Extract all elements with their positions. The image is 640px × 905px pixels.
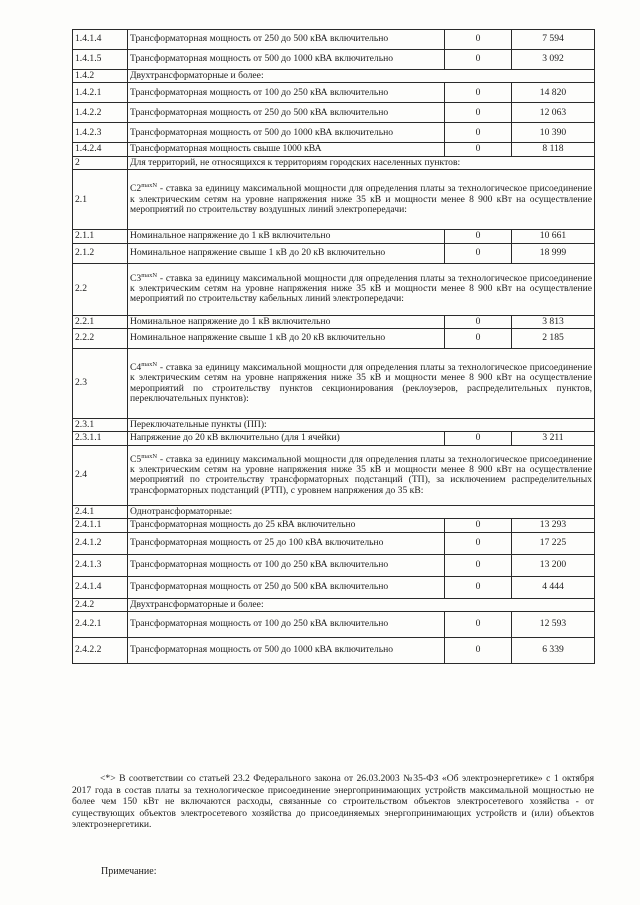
row-number: 2.4.1.3 bbox=[73, 554, 128, 576]
row-description bbox=[128, 170, 595, 230]
table-row bbox=[73, 576, 595, 598]
row-number: 2.4.2 bbox=[73, 598, 128, 611]
row-rate-value: 12 063 bbox=[512, 103, 595, 123]
table-row bbox=[73, 445, 595, 505]
row-rate-value: 2 185 bbox=[512, 329, 595, 349]
table-row bbox=[73, 50, 595, 70]
table-row bbox=[73, 598, 595, 611]
table-row bbox=[73, 349, 595, 419]
table-row bbox=[73, 83, 595, 103]
table-row bbox=[73, 230, 595, 243]
row-description: Трансформаторная мощность от 100 до 250 кВА включительно bbox=[128, 83, 445, 103]
row-number: 1.4.1.5 bbox=[73, 50, 128, 70]
row-number: 1.4.2.2 bbox=[73, 103, 128, 123]
row-description: Трансформаторная мощность свыше 1000 кВА bbox=[128, 143, 445, 156]
row-unit-column: 0 bbox=[445, 315, 512, 328]
table-row bbox=[73, 263, 595, 315]
row-number: 2.1 bbox=[73, 170, 128, 230]
row-description: Трансформаторная мощность от 500 до 1000 кВА включительно bbox=[128, 50, 445, 70]
row-unit-column: 0 bbox=[445, 50, 512, 70]
row-unit-column: 0 bbox=[445, 103, 512, 123]
row-unit-column: 0 bbox=[445, 329, 512, 349]
row-number: 2.3.1.1 bbox=[73, 432, 128, 445]
row-description: Трансформаторная мощность от 25 до 100 кВА включительно bbox=[128, 532, 445, 554]
rate-symbol: C2 bbox=[130, 183, 142, 195]
table-row bbox=[73, 432, 595, 445]
row-number: 1.4.1.4 bbox=[73, 30, 128, 50]
note-label: Примечание: bbox=[101, 866, 157, 877]
row-unit-column: 0 bbox=[445, 638, 512, 664]
table-row bbox=[73, 505, 595, 518]
rate-description-text: - ставка за единицу максимальной мощности для определения платы за технологическое присоединение к электрическим сетям на уровне напряжения ниже 35 кВ и мощности менее 8 900 кВт на осуществление мероприятий по строительству пунктов секционирования (реклоузеров, распределительных пунктов, переключательных пунктов): bbox=[130, 361, 592, 404]
tariff-table-body bbox=[73, 30, 595, 664]
table-row bbox=[73, 638, 595, 664]
row-rate-value: 18 999 bbox=[512, 243, 595, 263]
row-description: Трансформаторная мощность от 100 до 250 кВА включительно bbox=[128, 612, 445, 638]
row-number: 2.4.2.1 bbox=[73, 612, 128, 638]
row-rate-value: 3 813 bbox=[512, 315, 595, 328]
rate-description-text: - ставка за единицу максимальной мощности для определения платы за технологическое присоединение к электрическим сетям на уровне напряжения ниже 35 кВ и мощности менее 8 900 кВт на осуществление мероприятий по строительству трансформаторных подстанций (ТП), за исключением распределительных трансформаторных подстанций (РТП), с уровнем напряжения до 35 кВ: bbox=[130, 453, 592, 496]
row-description: Номинальное напряжение до 1 кВ включительно bbox=[128, 315, 445, 328]
row-number: 2.2 bbox=[73, 263, 128, 315]
row-unit-column: 0 bbox=[445, 83, 512, 103]
row-description: Двухтрансформаторные и более: bbox=[128, 70, 595, 83]
table-row bbox=[73, 30, 595, 50]
rate-symbol-superscript: maxN bbox=[141, 452, 158, 460]
row-unit-column: 0 bbox=[445, 230, 512, 243]
row-number: 1.4.2.1 bbox=[73, 83, 128, 103]
row-description: Напряжение до 20 кВ включительно (для 1 ячейки) bbox=[128, 432, 445, 445]
row-unit-column: 0 bbox=[445, 30, 512, 50]
rate-symbol: C5 bbox=[130, 453, 142, 465]
row-description: Номинальное напряжение свыше 1 кВ до 20 кВ включительно bbox=[128, 329, 445, 349]
row-rate-value: 10 661 bbox=[512, 230, 595, 243]
row-description: Номинальное напряжение до 1 кВ включительно bbox=[128, 230, 445, 243]
row-description: Номинальное напряжение свыше 1 кВ до 20 кВ включительно bbox=[128, 243, 445, 263]
row-unit-column: 0 bbox=[445, 243, 512, 263]
row-description: Трансформаторная мощность от 250 до 500 кВА включительно bbox=[128, 103, 445, 123]
row-description: Трансформаторная мощность до 25 кВА включительно bbox=[128, 519, 445, 532]
row-number: 2.3 bbox=[73, 349, 128, 419]
rate-symbol-superscript: maxN bbox=[141, 271, 158, 279]
row-number: 2.4.2.2 bbox=[73, 638, 128, 664]
row-unit-column: 0 bbox=[445, 432, 512, 445]
row-number: 2.4.1.4 bbox=[73, 576, 128, 598]
table-row bbox=[73, 156, 595, 169]
row-description: Трансформаторная мощность от 100 до 250 кВА включительно bbox=[128, 554, 445, 576]
row-unit-column: 0 bbox=[445, 532, 512, 554]
row-number: 2.4 bbox=[73, 445, 128, 505]
row-unit-column: 0 bbox=[445, 612, 512, 638]
row-rate-value: 8 118 bbox=[512, 143, 595, 156]
row-number: 2.3.1 bbox=[73, 419, 128, 432]
row-rate-value: 7 594 bbox=[512, 30, 595, 50]
row-number: 2.4.1 bbox=[73, 505, 128, 518]
rate-description-text: - ставка за единицу максимальной мощности для определения платы за технологическое присоединение к электрическим сетям на уровне напряжения ниже 35 кВ и мощности менее 8 900 кВт на осуществление мероприятий по строительству кабельных линий электропередачи: bbox=[130, 272, 592, 305]
row-rate-value: 10 390 bbox=[512, 123, 595, 143]
row-description bbox=[128, 349, 595, 419]
tariff-table bbox=[72, 29, 595, 664]
table-row bbox=[73, 170, 595, 230]
rate-description-text: - ставка за единицу максимальной мощности для определения платы за технологическое присоединение к электрическим сетям на уровне напряжения ниже 35 кВ и мощности менее 8 900 кВт на осуществление мероприятий по строительству воздушных линий электропередачи: bbox=[130, 183, 592, 215]
row-rate-value: 3 211 bbox=[512, 432, 595, 445]
row-rate-value: 12 593 bbox=[512, 612, 595, 638]
row-number: 2.2.1 bbox=[73, 315, 128, 328]
footnote-paragraph: <*> В соответствии со статьей 23.2 Федерального закона от 26.03.2003 №35-ФЗ «Об электроэнергетике» с 1 октября 2017 года в состав платы за технологическое присоединение энергопринимающих устройств максимальной мощностью не более чем 150 кВт не включаются расходы, связанные со строительством объектов электросетевого хозяйства - от существующих объектов электросетевого хозяйства до присоединяемых энергопринимающих устройств и (или) объектов электроэнергетики. bbox=[72, 773, 594, 831]
table-row bbox=[73, 519, 595, 532]
row-rate-value: 3 092 bbox=[512, 50, 595, 70]
row-description: Трансформаторная мощность от 500 до 1000 кВА включительно bbox=[128, 123, 445, 143]
row-rate-value: 14 820 bbox=[512, 83, 595, 103]
table-row bbox=[73, 419, 595, 432]
row-description: Трансформаторная мощность от 500 до 1000 кВА включительно bbox=[128, 638, 445, 664]
row-number: 1.4.2 bbox=[73, 70, 128, 83]
row-unit-column: 0 bbox=[445, 123, 512, 143]
table-row bbox=[73, 554, 595, 576]
row-unit-column: 0 bbox=[445, 576, 512, 598]
table-row bbox=[73, 612, 595, 638]
row-number: 2.1.2 bbox=[73, 243, 128, 263]
row-rate-value: 13 200 bbox=[512, 554, 595, 576]
rate-symbol: C3 bbox=[130, 272, 142, 284]
row-description: Трансформаторная мощность от 250 до 500 кВА включительно bbox=[128, 576, 445, 598]
table-row bbox=[73, 143, 595, 156]
rate-symbol-superscript: maxN bbox=[141, 181, 158, 189]
row-number: 2.2.2 bbox=[73, 329, 128, 349]
table-row bbox=[73, 329, 595, 349]
row-rate-value: 4 444 bbox=[512, 576, 595, 598]
row-unit-column: 0 bbox=[445, 143, 512, 156]
row-number: 2 bbox=[73, 156, 128, 169]
table-row bbox=[73, 103, 595, 123]
row-number: 1.4.2.3 bbox=[73, 123, 128, 143]
row-description: Для территорий, не относящихся к территориям городских населенных пунктов: bbox=[128, 156, 595, 169]
row-unit-column: 0 bbox=[445, 554, 512, 576]
table-row bbox=[73, 315, 595, 328]
row-description bbox=[128, 263, 595, 315]
row-rate-value: 17 225 bbox=[512, 532, 595, 554]
row-number: 2.4.1.2 bbox=[73, 532, 128, 554]
row-rate-value: 13 293 bbox=[512, 519, 595, 532]
row-description bbox=[128, 445, 595, 505]
rate-symbol-superscript: maxN bbox=[141, 360, 158, 368]
table-row bbox=[73, 532, 595, 554]
row-description: Двухтрансформаторные и более: bbox=[128, 598, 595, 611]
row-description: Однотрансформаторные: bbox=[128, 505, 595, 518]
table-row bbox=[73, 243, 595, 263]
row-number: 1.4.2.4 bbox=[73, 143, 128, 156]
table-row bbox=[73, 70, 595, 83]
row-description: Переключательные пункты (ПП): bbox=[128, 419, 595, 432]
table-row bbox=[73, 123, 595, 143]
row-unit-column: 0 bbox=[445, 519, 512, 532]
row-description: Трансформаторная мощность от 250 до 500 кВА включительно bbox=[128, 30, 445, 50]
row-number: 2.4.1.1 bbox=[73, 519, 128, 532]
row-rate-value: 6 339 bbox=[512, 638, 595, 664]
rate-symbol: C4 bbox=[130, 361, 142, 373]
row-number: 2.1.1 bbox=[73, 230, 128, 243]
